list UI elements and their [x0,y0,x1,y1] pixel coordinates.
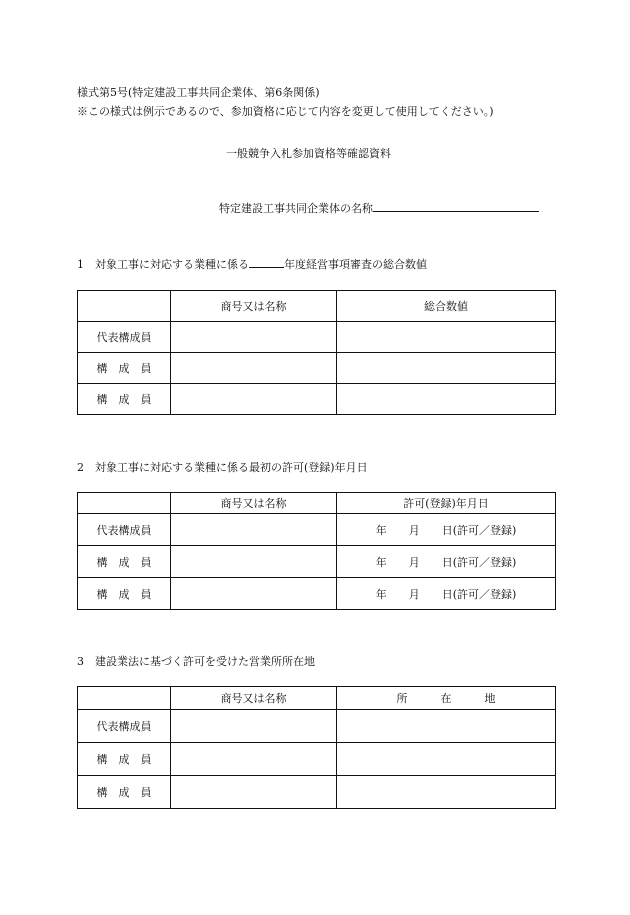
section3-heading: 3 建設業法に基づく許可を受けた営業所所在地 [77,655,315,668]
permit-date-cell[interactable]: 年 月 日(許可／登録) [337,546,556,578]
table-header-row [78,687,556,710]
header-cell-name: 商号又は名称 [171,493,337,514]
row-label: 構 成 員 [78,578,171,610]
section1-table [77,290,556,415]
table-row [78,353,556,384]
name-cell[interactable] [171,322,337,353]
header-cell-blank [78,291,171,322]
usage-note: ※この様式は例示であるので、参加資格に応じて内容を変更して使用してください。) [77,105,494,118]
name-cell[interactable] [171,776,337,809]
name-cell[interactable] [171,514,337,546]
section1-heading-after: 年度経営事項審査の総合数値 [284,258,427,271]
table-header-row [78,291,556,322]
row-label: 構 成 員 [78,743,171,776]
address-cell[interactable] [337,743,556,776]
section2-table [77,492,556,610]
table-row [78,743,556,776]
table-header-row [78,493,556,514]
row-label: 構 成 員 [78,546,171,578]
name-cell[interactable] [171,353,337,384]
header-cell-name: 商号又は名称 [171,291,337,322]
table-row [78,546,556,578]
section3-table [77,686,556,809]
jv-name-blank[interactable] [373,202,539,212]
jv-name-line [219,200,539,216]
section1-heading-before: 1 対象工事に対応する業種に係る [77,258,249,271]
row-label: 構 成 員 [78,384,171,415]
table-row [78,710,556,743]
name-cell[interactable] [171,546,337,578]
score-cell[interactable] [337,322,556,353]
name-cell[interactable] [171,384,337,415]
score-cell[interactable] [337,353,556,384]
row-label: 構 成 員 [78,353,171,384]
row-label: 構 成 員 [78,776,171,809]
name-cell[interactable] [171,710,337,743]
header-cell-total-score: 総合数値 [337,291,556,322]
section1-heading [77,256,427,272]
name-cell[interactable] [171,743,337,776]
header-cell-permit-date: 許可(登録)年月日 [337,493,556,514]
permit-date-cell[interactable]: 年 月 日(許可／登録) [337,514,556,546]
table-row [78,776,556,809]
table-row [78,514,556,546]
table-row [78,578,556,610]
section2-heading: 2 対象工事に対応する業種に係る最初の許可(登録)年月日 [77,461,368,474]
name-cell[interactable] [171,578,337,610]
header-cell-blank [78,687,171,710]
table-row [78,384,556,415]
permit-date-cell[interactable]: 年 月 日(許可／登録) [337,578,556,610]
fiscal-year-blank[interactable] [249,258,284,268]
row-label: 代表構成員 [78,710,171,743]
row-label: 代表構成員 [78,322,171,353]
address-cell[interactable] [337,710,556,743]
score-cell[interactable] [337,384,556,415]
jv-name-label: 特定建設工事共同企業体の名称 [219,202,373,215]
header-cell-blank [78,493,171,514]
form-number: 様式第5号(特定建設工事共同企業体、第6条関係) [77,86,320,99]
row-label: 代表構成員 [78,514,171,546]
address-cell[interactable] [337,776,556,809]
header-cell-name: 商号又は名称 [171,687,337,710]
header-cell-address: 所 在 地 [337,687,556,710]
table-row [78,322,556,353]
page-title: 一般競争入札参加資格等確認資料 [226,147,391,160]
